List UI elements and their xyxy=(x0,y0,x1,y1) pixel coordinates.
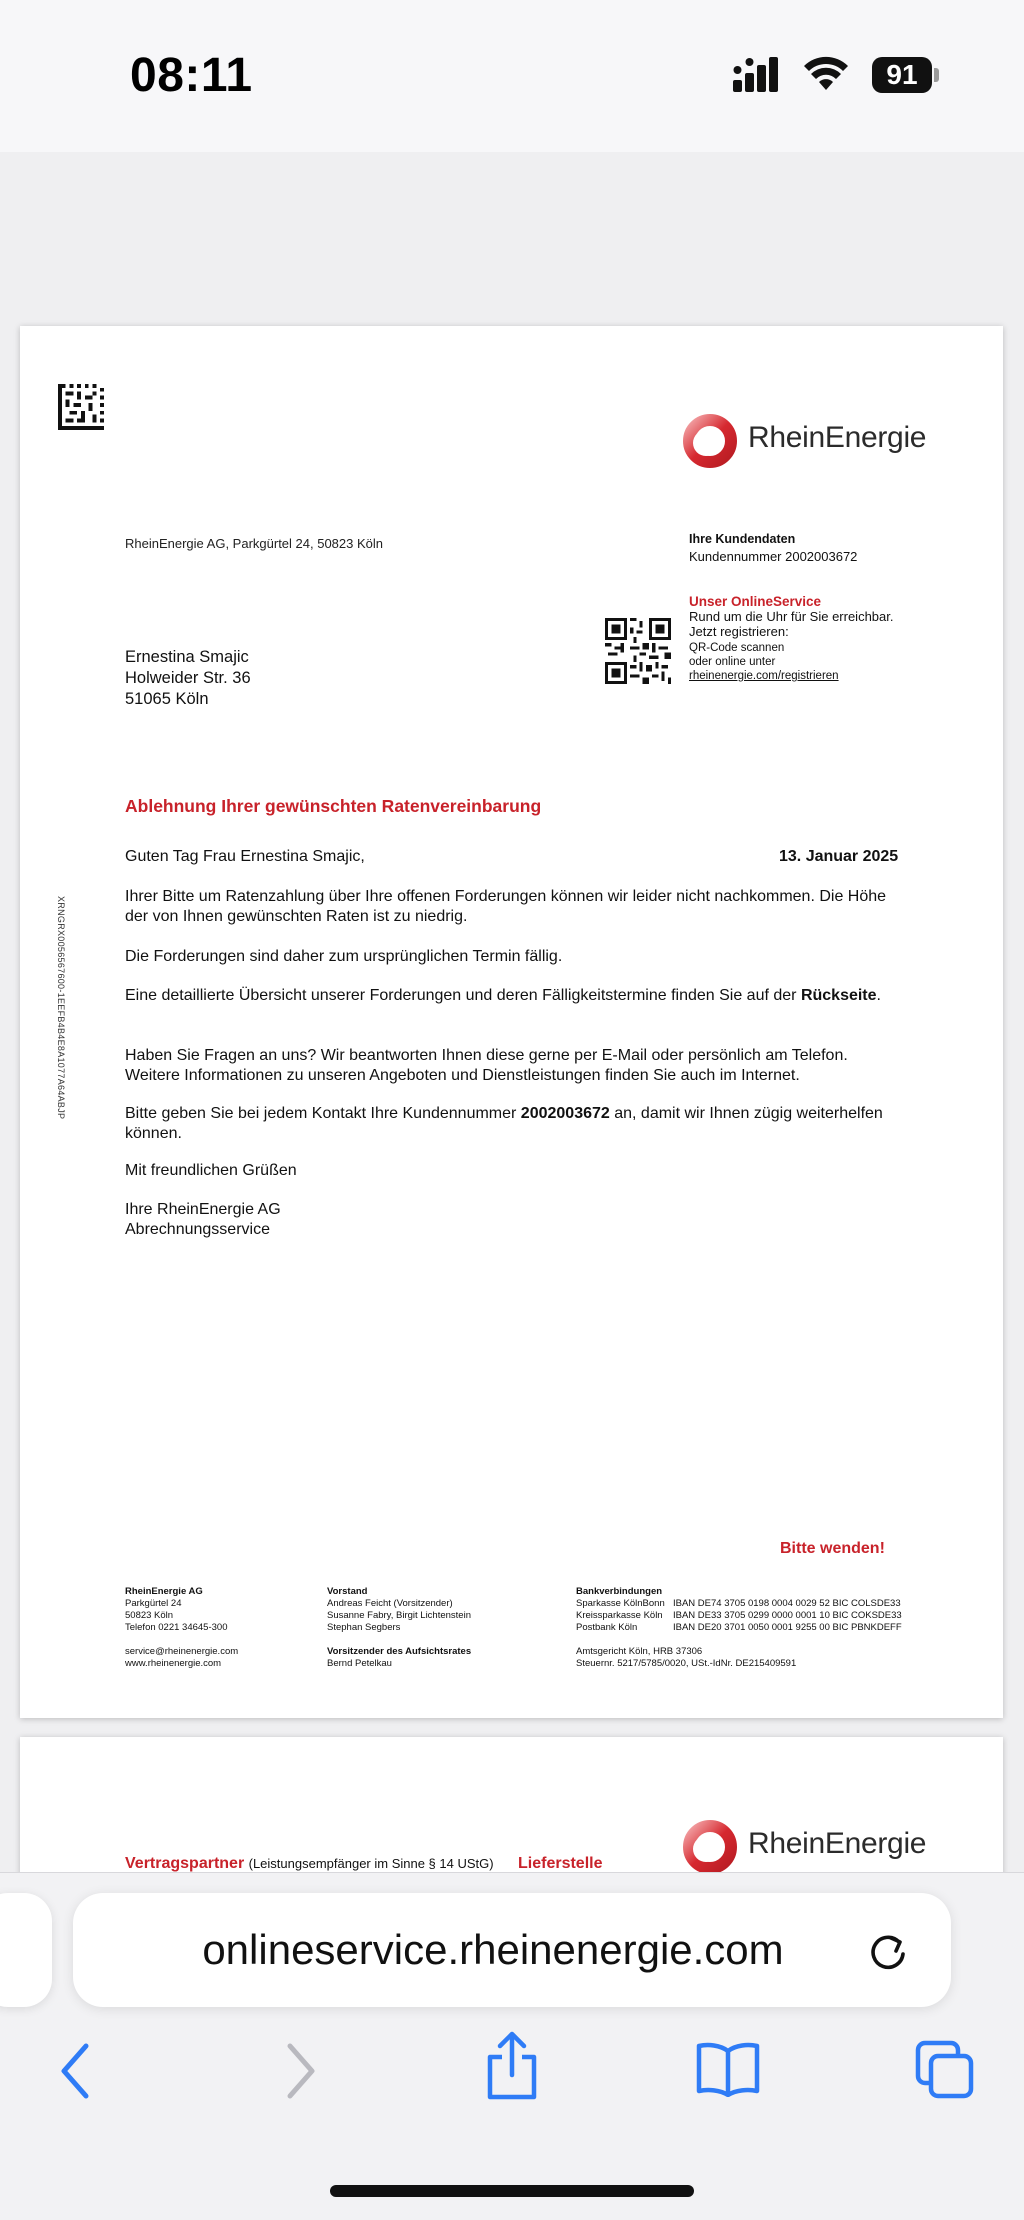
footer-chair-title: Vorsitzender des Aufsichtsrates xyxy=(327,1646,472,1657)
status-bar xyxy=(0,0,1024,152)
paragraph-3-end: . xyxy=(876,987,881,1004)
sender-line: RheinEnergie AG, Parkgürtel 24, 50823 Köln xyxy=(125,536,384,551)
recipient-city: 51065 Köln xyxy=(125,690,209,708)
customer-number: Kundennummer 2002003672 xyxy=(689,549,858,564)
home-indicator[interactable] xyxy=(330,2185,694,2197)
datamatrix-code-icon xyxy=(58,384,104,430)
online-service-line1: Rund um die Uhr für Sie erreichbar. xyxy=(689,609,894,624)
logo-wordmark: RheinEnergie xyxy=(748,421,927,454)
footer-email[interactable]: service@rheinenergie.com xyxy=(125,1646,239,1657)
paragraph-5-text: Bitte geben Sie bei jedem Kontakt Ihre Kundennummer xyxy=(125,1105,521,1122)
recipient-name: Ernestina Smajic xyxy=(125,648,249,666)
logo-ring-icon xyxy=(680,1817,740,1877)
online-service-line2: Jetzt registrieren: xyxy=(689,624,789,639)
footer-supervisory xyxy=(327,1646,471,1670)
footer-court: Amtsgericht Köln, HRB 37306 xyxy=(576,1646,703,1657)
closing: Mit freundlichen Grüßen xyxy=(125,1162,297,1179)
bank-row xyxy=(576,1610,902,1622)
online-service-title: Unser OnlineService xyxy=(689,594,822,609)
online-service-line3: QR-Code scannen xyxy=(689,642,785,654)
signature-company: Ihre RheinEnergie AG xyxy=(125,1201,281,1218)
qr-code-icon xyxy=(605,618,671,684)
footer-banks xyxy=(576,1586,902,1634)
bank-detail: IBAN DE74 3705 0198 0004 0029 52 BIC COLSDE33 xyxy=(673,1598,901,1609)
online-service-link[interactable]: rheinenergie.com/registrieren xyxy=(689,670,839,682)
paragraph-3-bold: Rückseite xyxy=(800,987,877,1004)
footer-contact xyxy=(125,1646,238,1670)
paragraph-5-end: an, damit wir Ihnen zügig weiterhelfen können. xyxy=(125,1105,883,1142)
paragraph-5-bold: 2002003672 xyxy=(520,1105,610,1122)
footer-company-line: Telefon 0221 34645-300 xyxy=(125,1622,228,1633)
paragraph-3 xyxy=(125,986,905,1006)
battery-icon: 91 xyxy=(872,57,932,93)
rheinenergie-logo xyxy=(680,1817,940,1877)
customer-data-title: Ihre Kundendaten xyxy=(689,532,796,546)
paragraph-4: Haben Sie Fragen an uns? Wir beantworten Ihnen diese gerne per E-Mail oder persönlich am Telefon. Weitere Informationen zu unseren Angeboten und Dienstleistungen finden Sie auch im Internet. xyxy=(125,1047,848,1084)
wifi-icon xyxy=(803,56,849,94)
letter-date: 13. Januar 2025 xyxy=(779,848,899,865)
footer-company-title: RheinEnergie AG xyxy=(125,1586,203,1597)
bank-name: Kreissparkasse Köln xyxy=(576,1610,663,1621)
letter-greeting: Guten Tag Frau Ernestina Smajic, xyxy=(125,848,365,865)
bank-name: Sparkasse KölnBonn xyxy=(576,1598,665,1609)
bank-detail: IBAN DE20 3701 0050 0001 9255 00 BIC PBNKDEFF xyxy=(673,1622,902,1633)
paragraph-1: Ihrer Bitte um Ratenzahlung über Ihre offenen Forderungen können wir leider nicht nachkommen. Die Höhe der von Ihnen gewünschten Raten ist zu niedrig. xyxy=(125,888,887,925)
reload-icon[interactable] xyxy=(865,1928,911,1974)
status-time: 08:11 xyxy=(130,49,253,102)
contract-partner-heading xyxy=(125,1855,494,1873)
footer-chair: Bernd Petelkau xyxy=(327,1658,392,1669)
footer-legal xyxy=(576,1646,796,1670)
paragraph-2: Die Forderungen sind daher zum ursprünglichen Termin fällig. xyxy=(125,948,563,965)
turn-over-note: Bitte wenden! xyxy=(780,1540,885,1557)
logo-wordmark: RheinEnergie xyxy=(748,1827,927,1860)
url-text[interactable]: onlineservice.rheinenergie.com xyxy=(202,1926,784,1973)
footer-company xyxy=(125,1586,227,1634)
logo-ring-icon xyxy=(680,411,740,471)
footer-board-line: Andreas Feicht (Vorsitzender) xyxy=(327,1598,453,1609)
contract-partner-note: (Leistungsempfänger im Sinne § 14 UStG) xyxy=(248,1856,494,1871)
cellular-signal-icon xyxy=(733,56,787,94)
footer-banks-title: Bankverbindungen xyxy=(576,1586,663,1597)
browser-toolbar xyxy=(0,1872,1024,2220)
footer-board-line: Susanne Fabry, Birgit Lichtenstein xyxy=(327,1610,471,1621)
footer-company-line: Parkgürtel 24 xyxy=(125,1598,182,1609)
share-icon[interactable] xyxy=(484,2031,540,2101)
back-chevron-icon[interactable] xyxy=(56,2041,96,2101)
previous-tab-preview[interactable] xyxy=(0,1893,52,2007)
bank-detail: IBAN DE33 3705 0299 0000 0001 10 BIC COKSDE33 xyxy=(673,1610,902,1621)
letter-page-1 xyxy=(20,326,1003,1718)
contract-partner-label: Vertragspartner xyxy=(125,1855,245,1872)
footer-board-line: Stephan Segbers xyxy=(327,1622,401,1633)
signature-department: Abrechnungsservice xyxy=(125,1221,270,1238)
footer-tax: Steuernr. 5217/5785/0020, USt.-IdNr. DE215409591 xyxy=(576,1658,797,1669)
tabs-icon[interactable] xyxy=(914,2039,976,2101)
bank-name: Postbank Köln xyxy=(576,1622,638,1633)
recipient-street: Holweider Str. 36 xyxy=(125,669,251,687)
footer-board-title: Vorstand xyxy=(327,1586,368,1597)
battery-tip xyxy=(934,68,939,82)
delivery-point-heading: Lieferstelle xyxy=(518,1855,603,1872)
footer-board xyxy=(327,1586,471,1634)
bank-row xyxy=(576,1598,902,1610)
footer-web[interactable]: www.rheinenergie.com xyxy=(125,1658,222,1669)
paragraph-3-text: Eine detaillierte Übersicht unserer Forderungen und deren Fälligkeitstermine finden Sie auf der xyxy=(125,987,801,1004)
footer-company-line: 50823 Köln xyxy=(125,1610,174,1621)
vertical-reference-code: XRNGRX0056567600-1EEFB4B4E8A1077A64ABJP xyxy=(56,896,66,1120)
letter-subject: Ablehnung Ihrer gewünschten Ratenvereinbarung xyxy=(125,796,542,816)
paragraph-5 xyxy=(125,1104,905,1144)
forward-chevron-icon[interactable] xyxy=(280,2041,320,2101)
rheinenergie-logo xyxy=(680,411,940,471)
bookmarks-icon[interactable] xyxy=(696,2041,760,2097)
bank-row xyxy=(576,1622,902,1634)
online-service-line4: oder online unter xyxy=(689,656,776,668)
address-bar[interactable] xyxy=(73,1893,951,2007)
